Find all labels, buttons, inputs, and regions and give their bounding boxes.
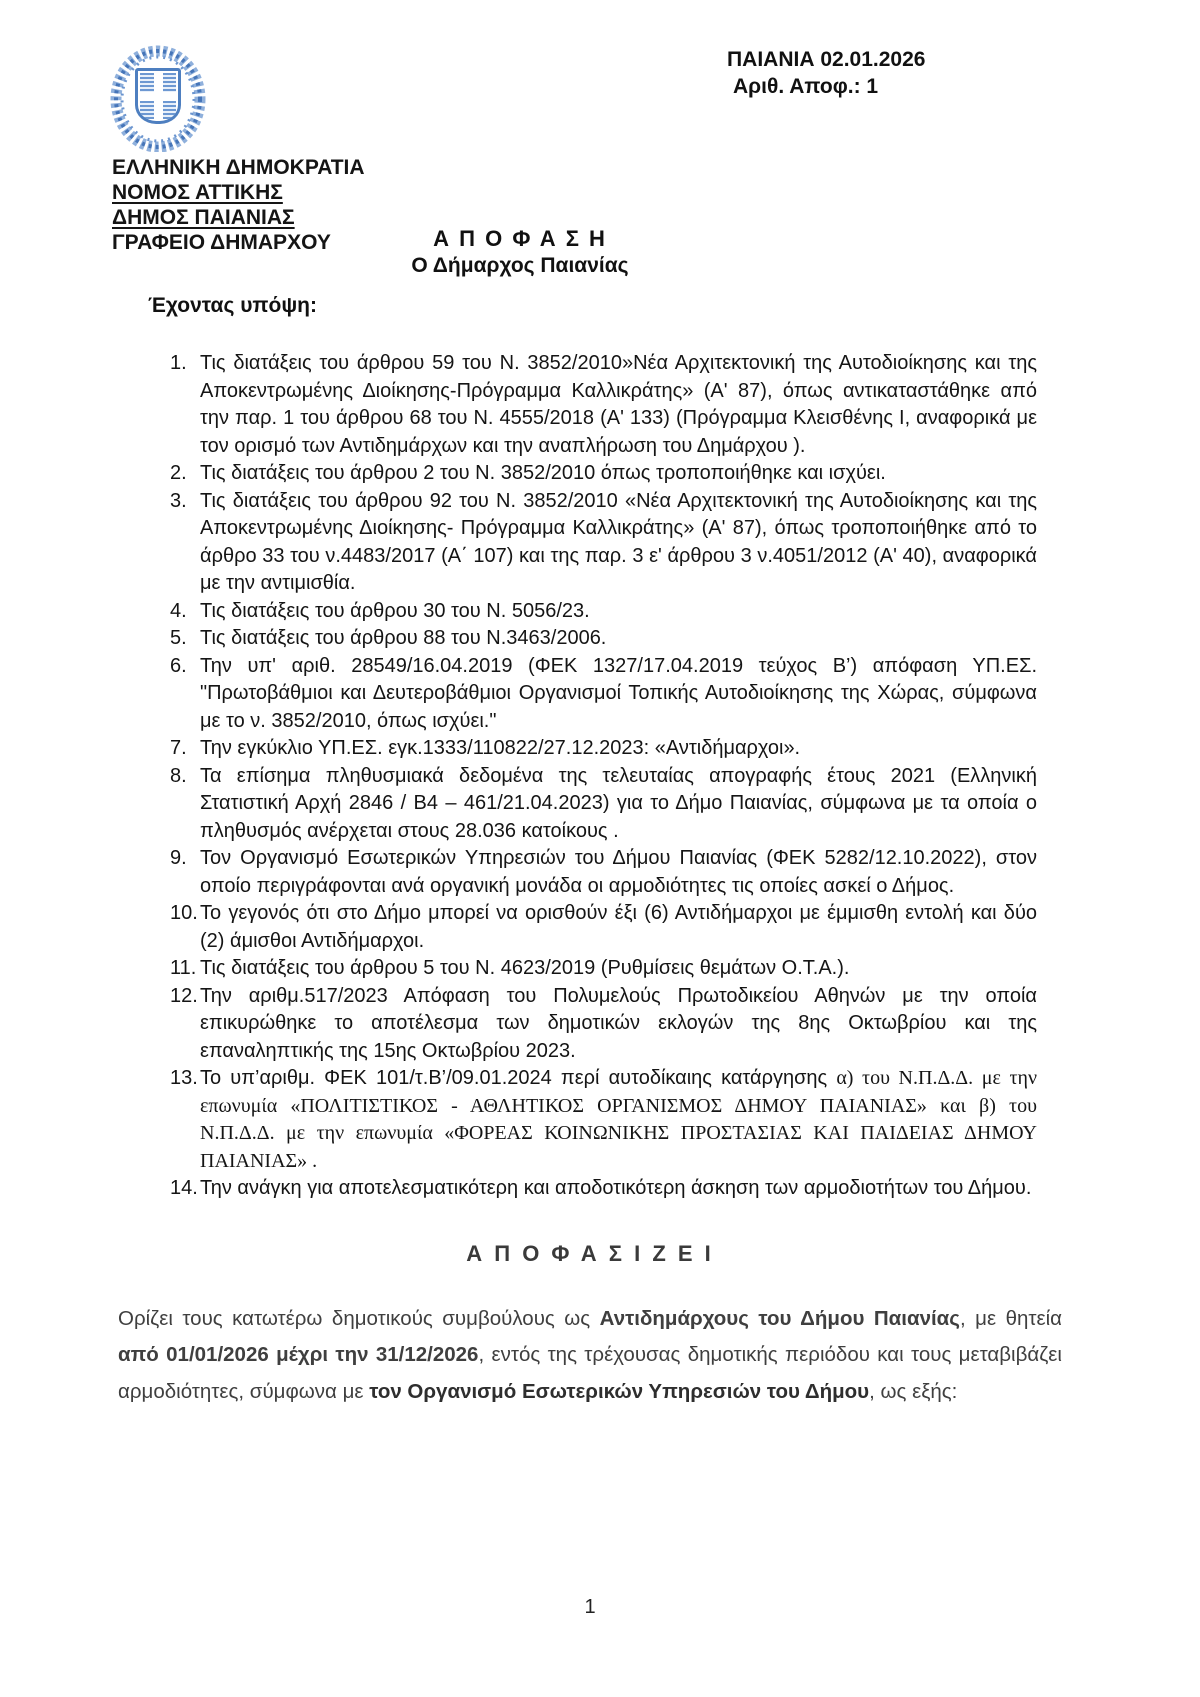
title-block <box>310 226 730 279</box>
text-segment: Ορίζει τους κατωτέρω δημοτικούς συμβούλους ως <box>118 1306 600 1330</box>
text-segment: τον Οργανισμό Εσωτερικών Υπηρεσιών του Δήμου <box>369 1379 870 1403</box>
text-segment: , με θητεία <box>959 1306 1063 1330</box>
item-text <box>200 625 1037 653</box>
text-segment: Το υπ’αριθμ. ΦΕΚ 101/τ.Β’/09.01.2024 περί αυτοδίκαιης κατάργησης <box>200 1067 837 1089</box>
text-segment: α) του Ν.Π.Δ.Δ. με την επωνυμία «ΠΟΛΙΤΙΣΤΙΚΟΣ - ΑΘΛΗΤΙΚΟΣ ΟΡΓΑΝΙΣΜΟΣ ΔΗΜΟΥ ΠΑΙΑΝΙΑΣ» και β) του Ν.Π.Δ.Δ. με την επωνυμία «ΦΟΡΕΑΣ ΚΟΙΝΩΝΙΚΗΣ ΠΡΟΣΤΑΣΙΑΣ ΚΑΙ ΠΑΙΔΕΙΑΣ ΔΗΜΟΥ ΠΑΙΑΝΙΑΣ» . <box>200 1067 1037 1172</box>
decides-heading: Α Π Ο Φ Α Σ Ι Ζ Ε Ι <box>466 1240 714 1266</box>
item-number: 5. <box>170 627 187 649</box>
text-segment: , ως εξής: <box>869 1379 958 1403</box>
item-text <box>200 983 1037 1066</box>
item-number: 1. <box>170 352 187 374</box>
consideration-item <box>170 1175 1037 1203</box>
date-block <box>727 46 925 100</box>
document-body <box>0 350 1200 1410</box>
item-text <box>200 955 1037 983</box>
item-number: 8. <box>170 764 187 787</box>
hellenic-republic-emblem <box>110 44 206 152</box>
item-number: 14. <box>170 1177 198 1199</box>
having-regard-label: Έχοντας υπόψη: <box>148 294 317 317</box>
consideration-item <box>170 653 1037 736</box>
item-number: 6. <box>170 654 187 677</box>
consideration-item <box>170 845 1037 900</box>
consideration-item <box>170 983 1037 1066</box>
item-number: 10. <box>170 902 198 924</box>
text-segment: Αντιδημάρχους του Δήμου Παιανίας <box>599 1306 960 1330</box>
item-number: 2. <box>170 462 187 484</box>
item-number: 4. <box>170 599 187 622</box>
cross-shield-icon <box>135 68 181 124</box>
consideration-item <box>170 735 1037 763</box>
text-segment: από 01/01/2026 μέχρι την 31/12/2026 <box>118 1343 479 1366</box>
item-text <box>200 845 1037 900</box>
text-segment: Τις διατάξεις του άρθρου 5 του Ν. 4623/2019 (Ρυθμίσεις θεμάτων Ο.Τ.Α.). <box>200 957 850 979</box>
item-number: 9. <box>170 847 187 869</box>
item-number: 7. <box>170 737 187 759</box>
item-text <box>200 1065 1037 1175</box>
consideration-item <box>170 955 1037 983</box>
org-line: ΕΛΛΗΝΙΚΗ ΔΗΜΟΚΡΑΤΙΑ <box>112 156 365 179</box>
item-text <box>200 735 1037 763</box>
item-number: 12. <box>170 984 198 1007</box>
consideration-item <box>170 460 1037 488</box>
consideration-item <box>170 763 1037 846</box>
text-segment: Την ανάγκη για αποτελεσματικότερη και αποδοτικότερη άσκηση των αρμοδιοτήτων του Δήμου. <box>200 1177 1032 1199</box>
consideration-item <box>170 350 1037 460</box>
text-segment: Τις διατάξεις του άρθρου 59 του Ν. 3852/2010»Νέα Αρχιτεκτονική της Αυτοδιοίκησης και της Αποκεντρωμένης Διοίκησης-Πρόγραμμα Καλλικράτης» (Α' 87), όπως αντικαταστάθηκε από την παρ. 1 του άρθρου 68 του Ν. 4555/2018 (Α' 133) (Πρόγραμμα Κλεισθένης Ι, αναφορικά με τον ορισμό των Αντιδημάρχων και την αναπλήρωση του Δημάρχου ). <box>200 352 1037 457</box>
text-segment: Τα επίσημα πληθυσμιακά δεδομένα της τελευταίας απογραφής έτους 2021 (Ελληνική Στατιστική Αρχή 2846 / Β4 – 461/21.04.2023) για το Δήμο Παιανίας, σύμφωνα με τα οποία ο πληθυσμός ανέρχεται στους 28.036 κατοίκους . <box>200 764 1037 842</box>
page-number: 1 <box>584 1596 596 1618</box>
item-text <box>200 488 1037 598</box>
item-text <box>200 763 1037 846</box>
org-line: ΝΟΜΟΣ ΑΤΤΙΚΗΣ <box>112 181 283 204</box>
item-number: 3. <box>170 489 187 512</box>
text-segment: Τις διατάξεις του άρθρου 92 του Ν. 3852/2010 «Νέα Αρχιτεκτονική της Αυτοδιοίκησης και της Αποκεντρωμένης Διοίκησης- Πρόγραμμα Καλλικράτης» (Α' 87), όπως τροποποιήθηκε από το άρθρο 33 του ν.4483/2017 (Α΄ 107) και της παρ. 3 ε' άρθρου 3 ν.4051/2012 (Α' 40), αναφορικά με την αντιμισθία. <box>200 489 1037 594</box>
item-number: 11. <box>170 957 197 979</box>
item-text <box>200 598 1037 626</box>
consideration-item <box>170 625 1037 653</box>
place-date: ΠΑΙΑΝΙΑ 02.01.2026 <box>727 48 926 71</box>
text-segment: Την εγκύκλιο ΥΠ.ΕΣ. εγκ.1333/110822/27.12.2023: «Αντιδήμαρχοι». <box>200 737 801 759</box>
text-segment: Τις διατάξεις του άρθρου 88 του Ν.3463/2006. <box>200 627 607 649</box>
consideration-item <box>170 488 1037 598</box>
text-segment: Το γεγονός ότι στο Δήμο μπορεί να ορισθούν έξι (6) Αντιδήμαρχοι με έμμισθη εντολή και δύο (2) άμισθοι Αντιδήμαρχοι. <box>200 902 1037 952</box>
consideration-item <box>170 598 1037 626</box>
item-text <box>200 653 1037 736</box>
item-number: 13. <box>170 1067 198 1089</box>
closing-paragraph <box>118 1301 1062 1411</box>
text-segment: , εντός της τρέχουσας δημοτικής περιόδου και τους μεταβιβάζει αρμοδιότητες, σύμφωνα με <box>118 1343 1062 1403</box>
item-text <box>200 460 1037 488</box>
considerations-list <box>0 350 1037 1203</box>
item-text <box>200 1175 1037 1203</box>
item-text <box>200 350 1037 460</box>
decision-subtitle: Ο Δήμαρχος Παιανίας <box>411 254 629 277</box>
text-segment: Τις διατάξεις του άρθρου 30 του Ν. 5056/23. <box>200 599 590 622</box>
text-segment: Την υπ' αριθ. 28549/16.04.2019 (ΦΕΚ 1327/17.04.2019 τεύχος Β’) απόφαση ΥΠ.ΕΣ. "Πρωτοβάθμιοι και Δευτεροβάθμιοι Οργανισμοί Τοπικής Αυτοδιοίκησης της Χώρας, σύμφωνα με το ν. 3852/2010, όπως ισχύει." <box>200 654 1037 732</box>
org-line: ΓΡΑΦΕΙΟ ΔΗΜΑΡΧΟΥ <box>112 231 331 254</box>
org-line: ΔΗΜΟΣ ΠΑΙΑΝΙΑΣ <box>112 206 295 229</box>
item-text <box>200 900 1037 955</box>
text-segment: Την αριθμ.517/2023 Απόφαση του Πολυμελούς Πρωτοδικείου Αθηνών με την οποία επικυρώθηκε το αποτέλεσμα των δημοτικών εκλογών της 8ης Οκτωβρίου και της επαναληπτικής της 15ης Οκτωβρίου 2023. <box>200 984 1037 1062</box>
text-segment: Τις διατάξεις του άρθρου 2 του Ν. 3852/2010 όπως τροποποιήθηκε και ισχύει. <box>200 462 886 484</box>
consideration-item <box>170 1065 1037 1175</box>
decision-number: Αριθ. Αποφ.: 1 <box>733 75 879 98</box>
consideration-item <box>170 900 1037 955</box>
text-segment: Τον Οργανισμό Εσωτερικών Υπηρεσιών του Δήμου Παιανίας (ΦΕΚ 5282/12.10.2022), στον οποίο περιγράφονται ανά οργανική μονάδα οι αρμοδιότητες τις οποίες ασκεί ο Δήμος. <box>200 847 1037 897</box>
decision-title: Α Π Ο Φ Α Σ Η <box>433 226 607 251</box>
